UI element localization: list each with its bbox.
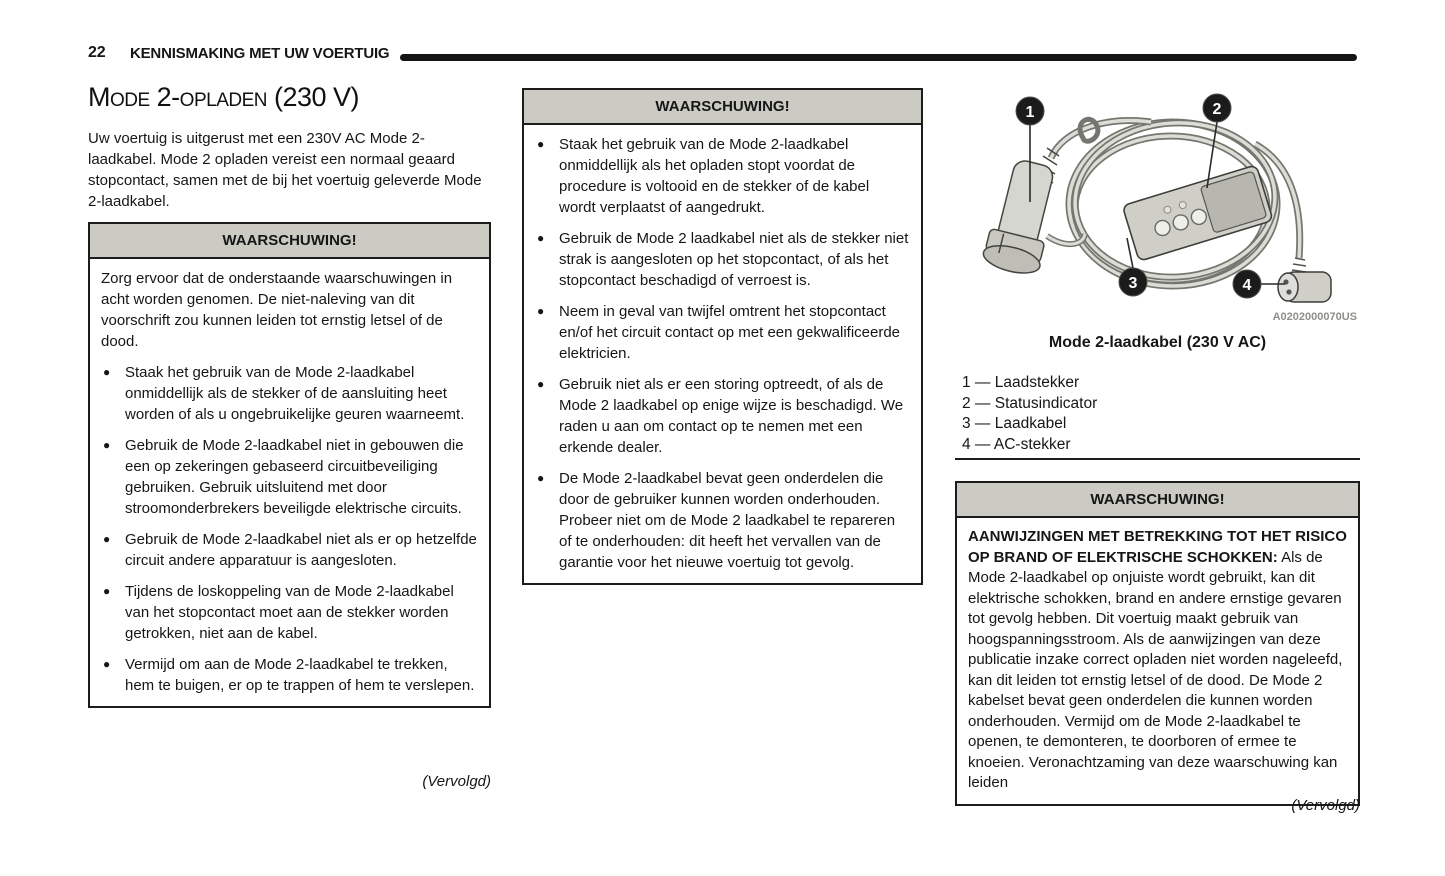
cable-figure [955,86,1360,328]
figure-watermark: A0202000070US [1272,311,1357,323]
bullet-icon: ● [537,471,545,485]
warning-title: WAARSCHUWING! [90,224,489,259]
legend-item: 2 — Statusindicator [962,394,1098,412]
figure-caption: Mode 2-laadkabel (230 V AC) [1048,334,1267,351]
warning-bullet-list [101,362,478,696]
bullet-icon: ● [103,365,111,379]
legend-item: 4 — AC-stekker [962,435,1071,453]
warning-bullet: ● Staak het gebruik van de Mode 2-laadkabel onmiddellijk als het opladen stopt voordat de procedure is voltooid en de stekker of de kabel wordt verplaatst of aangedrukt. [537,136,870,216]
warning-box-right [955,481,1360,806]
warning-paragraph: AANWIJZINGEN MET BETREKKING TOT HET RISICO OP BRAND OF ELEKTRISCHE SCHOKKEN: Als de Mode 2-laadkabel op onjuiste wordt gebruikt, kan dit elektrische schokken, brand en andere ernstige gevaren tot gevolg hebben. Dit voertuig maakt gebruik van hoogspanningsstroom. Als de aanwijzingen van deze publicatie inzake correct opladen niet worden nageleefd, kan dit leiden tot ernstig letsel of de dood. De Mode 2 kabelset bevat geen onderdelen die kunnen worden onderhouden. Vermijd om de Mode 2-laadkabel te openen, te demonteren, te doorboren of ermee te knoeien. Veronachtzaming van deze waarschuwing kan leiden [968,528,1347,791]
legend-divider [955,458,1360,460]
section-title: Mode 2-opladen (230 V) [88,82,360,112]
warning-box-middle [522,88,923,585]
bullet-icon: ● [103,532,111,546]
warning-bullet: ● Staak het gebruik van de Mode 2-laadkabel onmiddellijk als de stekker of de aansluiting heet worden of als u ongebruikelijke geuren waarneemt. [103,364,465,423]
warning-bullet: ● Gebruik de Mode 2-laadkabel niet als er op hetzelfde circuit andere apparatuur is aangesloten. [103,531,477,569]
bullet-icon: ● [537,304,545,318]
page-number: 22 [88,44,106,61]
warning-bullet: ● Tijdens de loskoppeling van de Mode 2-laadkabel van het stopcontact moet aan de stekker worden getrokken, niet aan de kabel. [103,583,454,642]
warning-title: WAARSCHUWING! [957,483,1358,518]
continued-note: (Vervolgd) [422,773,491,790]
bullet-icon: ● [103,584,111,598]
charging-plug [981,148,1064,278]
warning-bullet: ● Neem in geval van twijfel omtrent het stopcontact en/of het circuit contact op met een gekwalificeerde elektricien. [537,303,901,362]
legend-item: 1 — Laadstekker [962,374,1080,391]
warning-bullet: ● Gebruik de Mode 2-laadkabel niet in gebouwen die een op zekeringen gebaseerd circuitbeveiliging gebruiken. Gebruik uitsluitend met door stroomonderbrekers beveiligde elektrische circuits. [103,437,464,517]
bullet-icon: ● [537,377,545,391]
figure-callout-3 [1119,268,1147,296]
warning-box-left [88,222,491,708]
continued-note: (Vervolgd) [1291,797,1360,814]
warning-bullet: ● De Mode 2-laadkabel bevat geen onderdelen die door de gebruiker kunnen worden onderhouden. Probeer niet om de Mode 2 laadkabel te repareren of te onderhouden: dit heeft het vervallen van de garantie voor het nieuwe voertuig tot gevolg. [537,470,896,571]
ac-plug [1278,258,1331,302]
warning-bullet: ● Vermijd om aan de Mode 2-laadkabel te trekken, hem te buigen, er op te trappen of hem te verslepen. [103,656,475,694]
bullet-icon: ● [103,657,111,671]
intro-paragraph: Uw voertuig is uitgerust met een 230V AC Mode 2-laadkabel. Mode 2 opladen vereist een normaal geaard stopcontact, samen met de bij het voertuig geleverde Mode 2-laadkabel. [88,130,482,210]
figure-legend [962,373,1360,455]
svg-text:2: 2 [1212,100,1222,118]
bullet-icon: ● [537,137,545,151]
figure-callout-4 [1233,270,1261,298]
figure-callout-1 [1016,97,1044,125]
warning-bullet-list [535,134,910,573]
warning-bullet: ● Gebruik de Mode 2 laadkabel niet als de stekker niet strak is aangesloten op het stopcontact, of als het stopcontact beschadigd of verroest is. [537,230,909,289]
bullet-icon: ● [537,231,545,245]
warning-bold-lead: AANWIJZINGEN MET BETREKKING TOT HET RISICO OP BRAND OF ELEKTRISCHE SCHOKKEN: [968,528,1347,566]
bullet-icon: ● [103,438,111,452]
warning-title: WAARSCHUWING! [524,90,921,125]
warning-bullet: ● Gebruik niet als er een storing optreedt, of als de Mode 2 laadkabel op enige wijze is beschadigd. We raden u aan om contact op te nemen met een erkende dealer. [537,376,904,456]
svg-text:3: 3 [1128,274,1138,292]
chapter-title: KENNISMAKING MET UW VOERTUIG [130,45,390,62]
legend-item: 3 — Laadkabel [962,415,1067,432]
svg-text:4: 4 [1242,276,1252,294]
header-rule [400,54,1357,61]
figure-callout-2 [1203,94,1231,122]
svg-text:1: 1 [1025,103,1035,121]
warning-intro: Zorg ervoor dat de onderstaande waarschuwingen in acht worden genomen. De niet-naleving van dit voorschrift zou kunnen leiden tot ernstig letsel of de dood. [101,270,453,350]
